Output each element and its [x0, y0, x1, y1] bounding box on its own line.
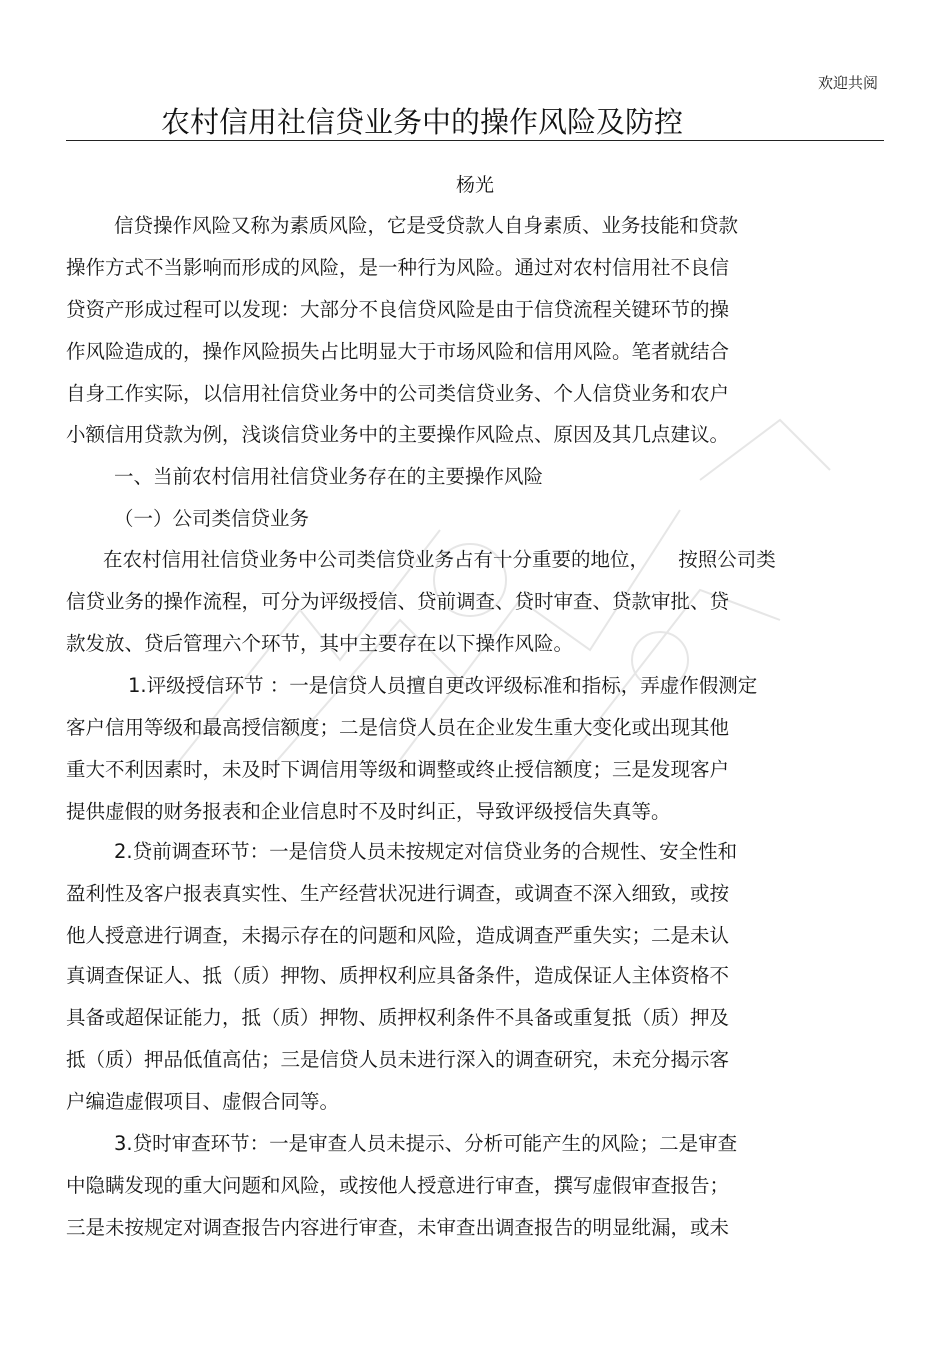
paragraph-line: 信贷操作风险又称为素质风险，它是受贷款人自身素质、业务技能和贷款: [114, 214, 739, 237]
paragraph-line: 一、当前农村信用社信贷业务存在的主要操作风险: [114, 465, 544, 488]
paragraph-line: 真调查保证人、抵（质）押物、质押权利应具备条件，造成保证人主体资格不: [66, 964, 730, 987]
paragraph-line: 户编造虚假项目、虚假合同等。: [66, 1090, 340, 1113]
paragraph-line: 抵（质）押品低值高估；三是信贷人员未进行深入的调查研究，未充分揭示客: [66, 1048, 730, 1071]
header-note: 欢迎共阅: [817, 74, 878, 92]
paragraph-line: 信贷业务的操作流程，可分为评级授信、贷前调查、贷时审查、贷款审批、贷: [66, 590, 730, 613]
author-name: 杨光: [455, 174, 494, 196]
title-bar: [66, 104, 884, 141]
paragraph-line: 三是未按规定对调查报告内容进行审查，未审查出调查报告的明显纰漏，或未: [66, 1216, 730, 1239]
paragraph-line: 1.评级授信环节 ：一是信贷人员擅自更改评级标准和指标，弄虚作假测定: [128, 674, 758, 697]
paragraph-line: 3.贷时审查环节：一是审查人员未提示、分析可能产生的风险；二是审查: [114, 1132, 738, 1155]
paragraph-line: 在农村信用社信贷业务中公司类信贷业务占有十分重要的地位， 按照公司类: [103, 548, 776, 571]
paragraph-line: 款发放、贷后管理六个环节，其中主要存在以下操作风险。: [66, 632, 574, 655]
paragraph-line: 具备或超保证能力，抵（质）押物、质押权利条件不具备或重复抵（质）押及: [66, 1006, 730, 1029]
paragraph-line: 自身工作实际，以信用社信贷业务中的公司类信贷业务、个人信贷业务和农户: [66, 382, 730, 405]
paragraph-line: 提供虚假的财务报表和企业信息时不及时纠正，导致评级授信失真等。: [66, 800, 671, 823]
document-title: 农村信用社信贷业务中的操作风险及防控: [161, 105, 684, 139]
paragraph-line: 2.贷前调查环节：一是信贷人员未按规定对信贷业务的合规性、安全性和: [114, 840, 738, 863]
paragraph-line: （一）公司类信贷业务: [114, 507, 310, 530]
paragraph-line: 重大不利因素时，未及时下调信用等级和调整或终止授信额度；三是发现客户: [66, 758, 730, 781]
paragraph-line: 他人授意进行调查，未揭示存在的问题和风险，造成调查严重失实；二是未认: [66, 924, 730, 947]
paragraph-line: 贷资产形成过程可以发现：大部分不良信贷风险是由于信贷流程关键环节的操: [66, 298, 730, 321]
paragraph-line: 操作方式不当影响而形成的风险，是一种行为风险。通过对农村信用社不良信: [66, 256, 730, 279]
paragraph-line: 客户信用等级和最高授信额度；二是信贷人员在企业发生重大变化或出现其他: [66, 716, 730, 739]
paragraph-line: 中隐瞒发现的重大问题和风险，或按他人授意进行审查，撰写虚假审查报告；: [66, 1174, 730, 1197]
paragraph-line: 作风险造成的，操作风险损失占比明显大于市场风险和信用风险。笔者就结合: [66, 340, 730, 363]
paragraph-line: 小额信用贷款为例，浅谈信贷业务中的主要操作风险点、原因及其几点建议。: [66, 423, 730, 446]
paragraph-line: 盈利性及客户报表真实性、生产经营状况进行调查，或调查不深入细致，或按: [66, 882, 730, 905]
